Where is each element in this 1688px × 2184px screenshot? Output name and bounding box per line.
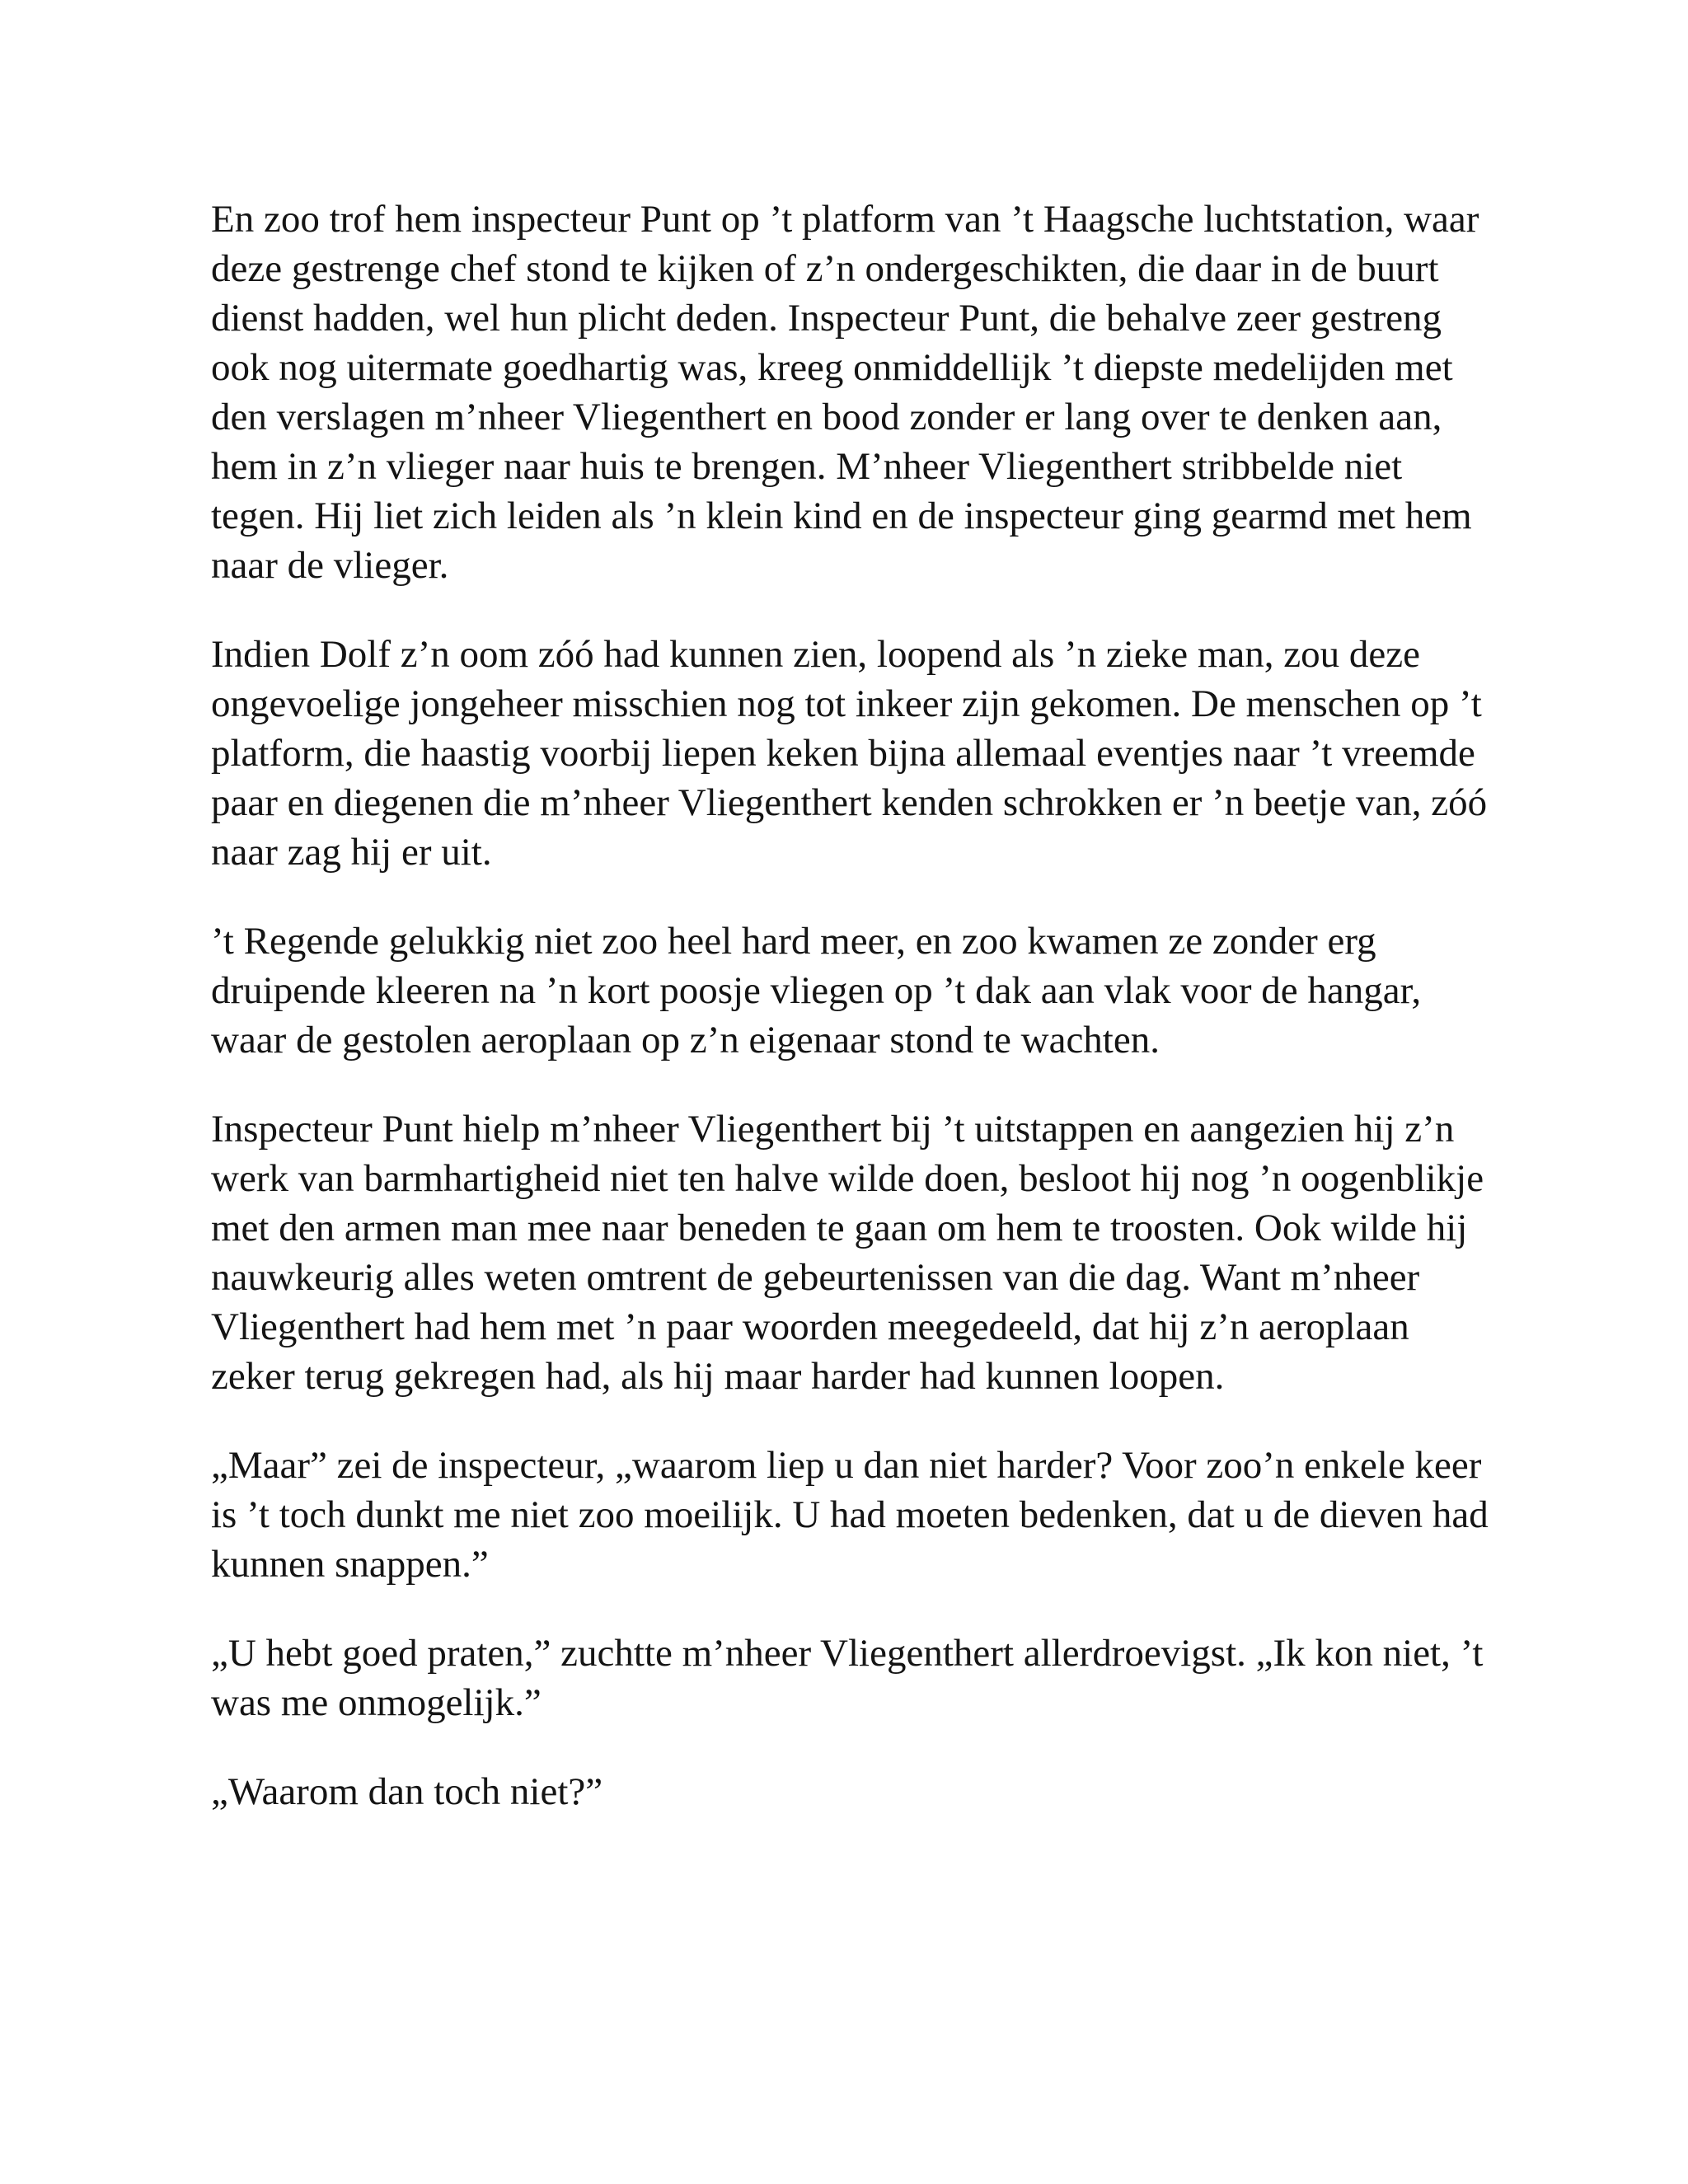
paragraph-4: Inspecteur Punt hielp m’nheer Vliegenthert bij ’t uitstappen en aangezien hij z’n werk van barmhartigheid niet ten halve wilde doen, besloot hij nog ’n oogenblikje met den armen man mee naar beneden te gaan om hem te troosten. Ook wilde hij nauwkeurig alles weten omtrent de gebeurtenissen van die dag. Want m’nheer Vliegenthert had hem met ’n paar woorden meegedeeld, dat hij z’n aeroplaan zeker terug gekregen had, als hij maar harder had kunnen loopen. (211, 1108, 1484, 1398)
paragraph-7: „Waarom dan toch niet?” (211, 1770, 603, 1813)
paragraph-5: „Maar” zei de inspecteur, „waarom liep u dan niet harder? Voor zoo’n enkele keer is ’t toch dunkt me niet zoo moeilijk. U had moeten bedenken, dat u de dieven had kunnen snappen.” (211, 1444, 1489, 1586)
document-page (211, 194, 1497, 1856)
paragraph-3: ’t Regende gelukkig niet zoo heel hard meer, en zoo kwamen ze zonder erg druipende kleeren na ’n kort poosje vliegen op ’t dak aan vlak voor de hangar, waar de gestolen aeroplaan op z’n eigenaar stond te wachten. (211, 920, 1422, 1062)
paragraph-2: Indien Dolf z’n oom zóó had kunnen zien, loopend als ’n zieke man, zou deze ongevoelige jongeheer misschien nog tot inkeer zijn gekomen. De menschen op ’t platform, die haastig voorbij liepen keken bijna allemaal eventjes naar ’t vreemde paar en diegenen die m’nheer Vliegenthert kenden schrokken er ’n beetje van, zóó naar zag hij er uit. (211, 633, 1488, 874)
paragraph-6: „U hebt goed praten,” zuchtte m’nheer Vliegenthert allerdroevigst. „Ik kon niet, ’t was me onmogelijk.” (211, 1632, 1484, 1724)
paragraph-1: En zoo trof hem inspecteur Punt op ’t platform van ’t Haagsche luchtstation, waar deze gestrenge chef stond te kijken of z’n ondergeschikten, die daar in de buurt dienst hadden, wel hun plicht deden. Inspecteur Punt, die behalve zeer gestreng ook nog uitermate goedhartig was, kreeg onmiddellijk ’t diepste medelijden met den verslagen m’nheer Vliegenthert en bood zonder er lang over te denken aan, hem in z’n vlieger naar huis te brengen. M’nheer Vliegenthert stribbelde niet tegen. Hij liet zich leiden als ’n klein kind en de inspecteur ging gearmd met hem naar de vlieger. (211, 198, 1479, 587)
